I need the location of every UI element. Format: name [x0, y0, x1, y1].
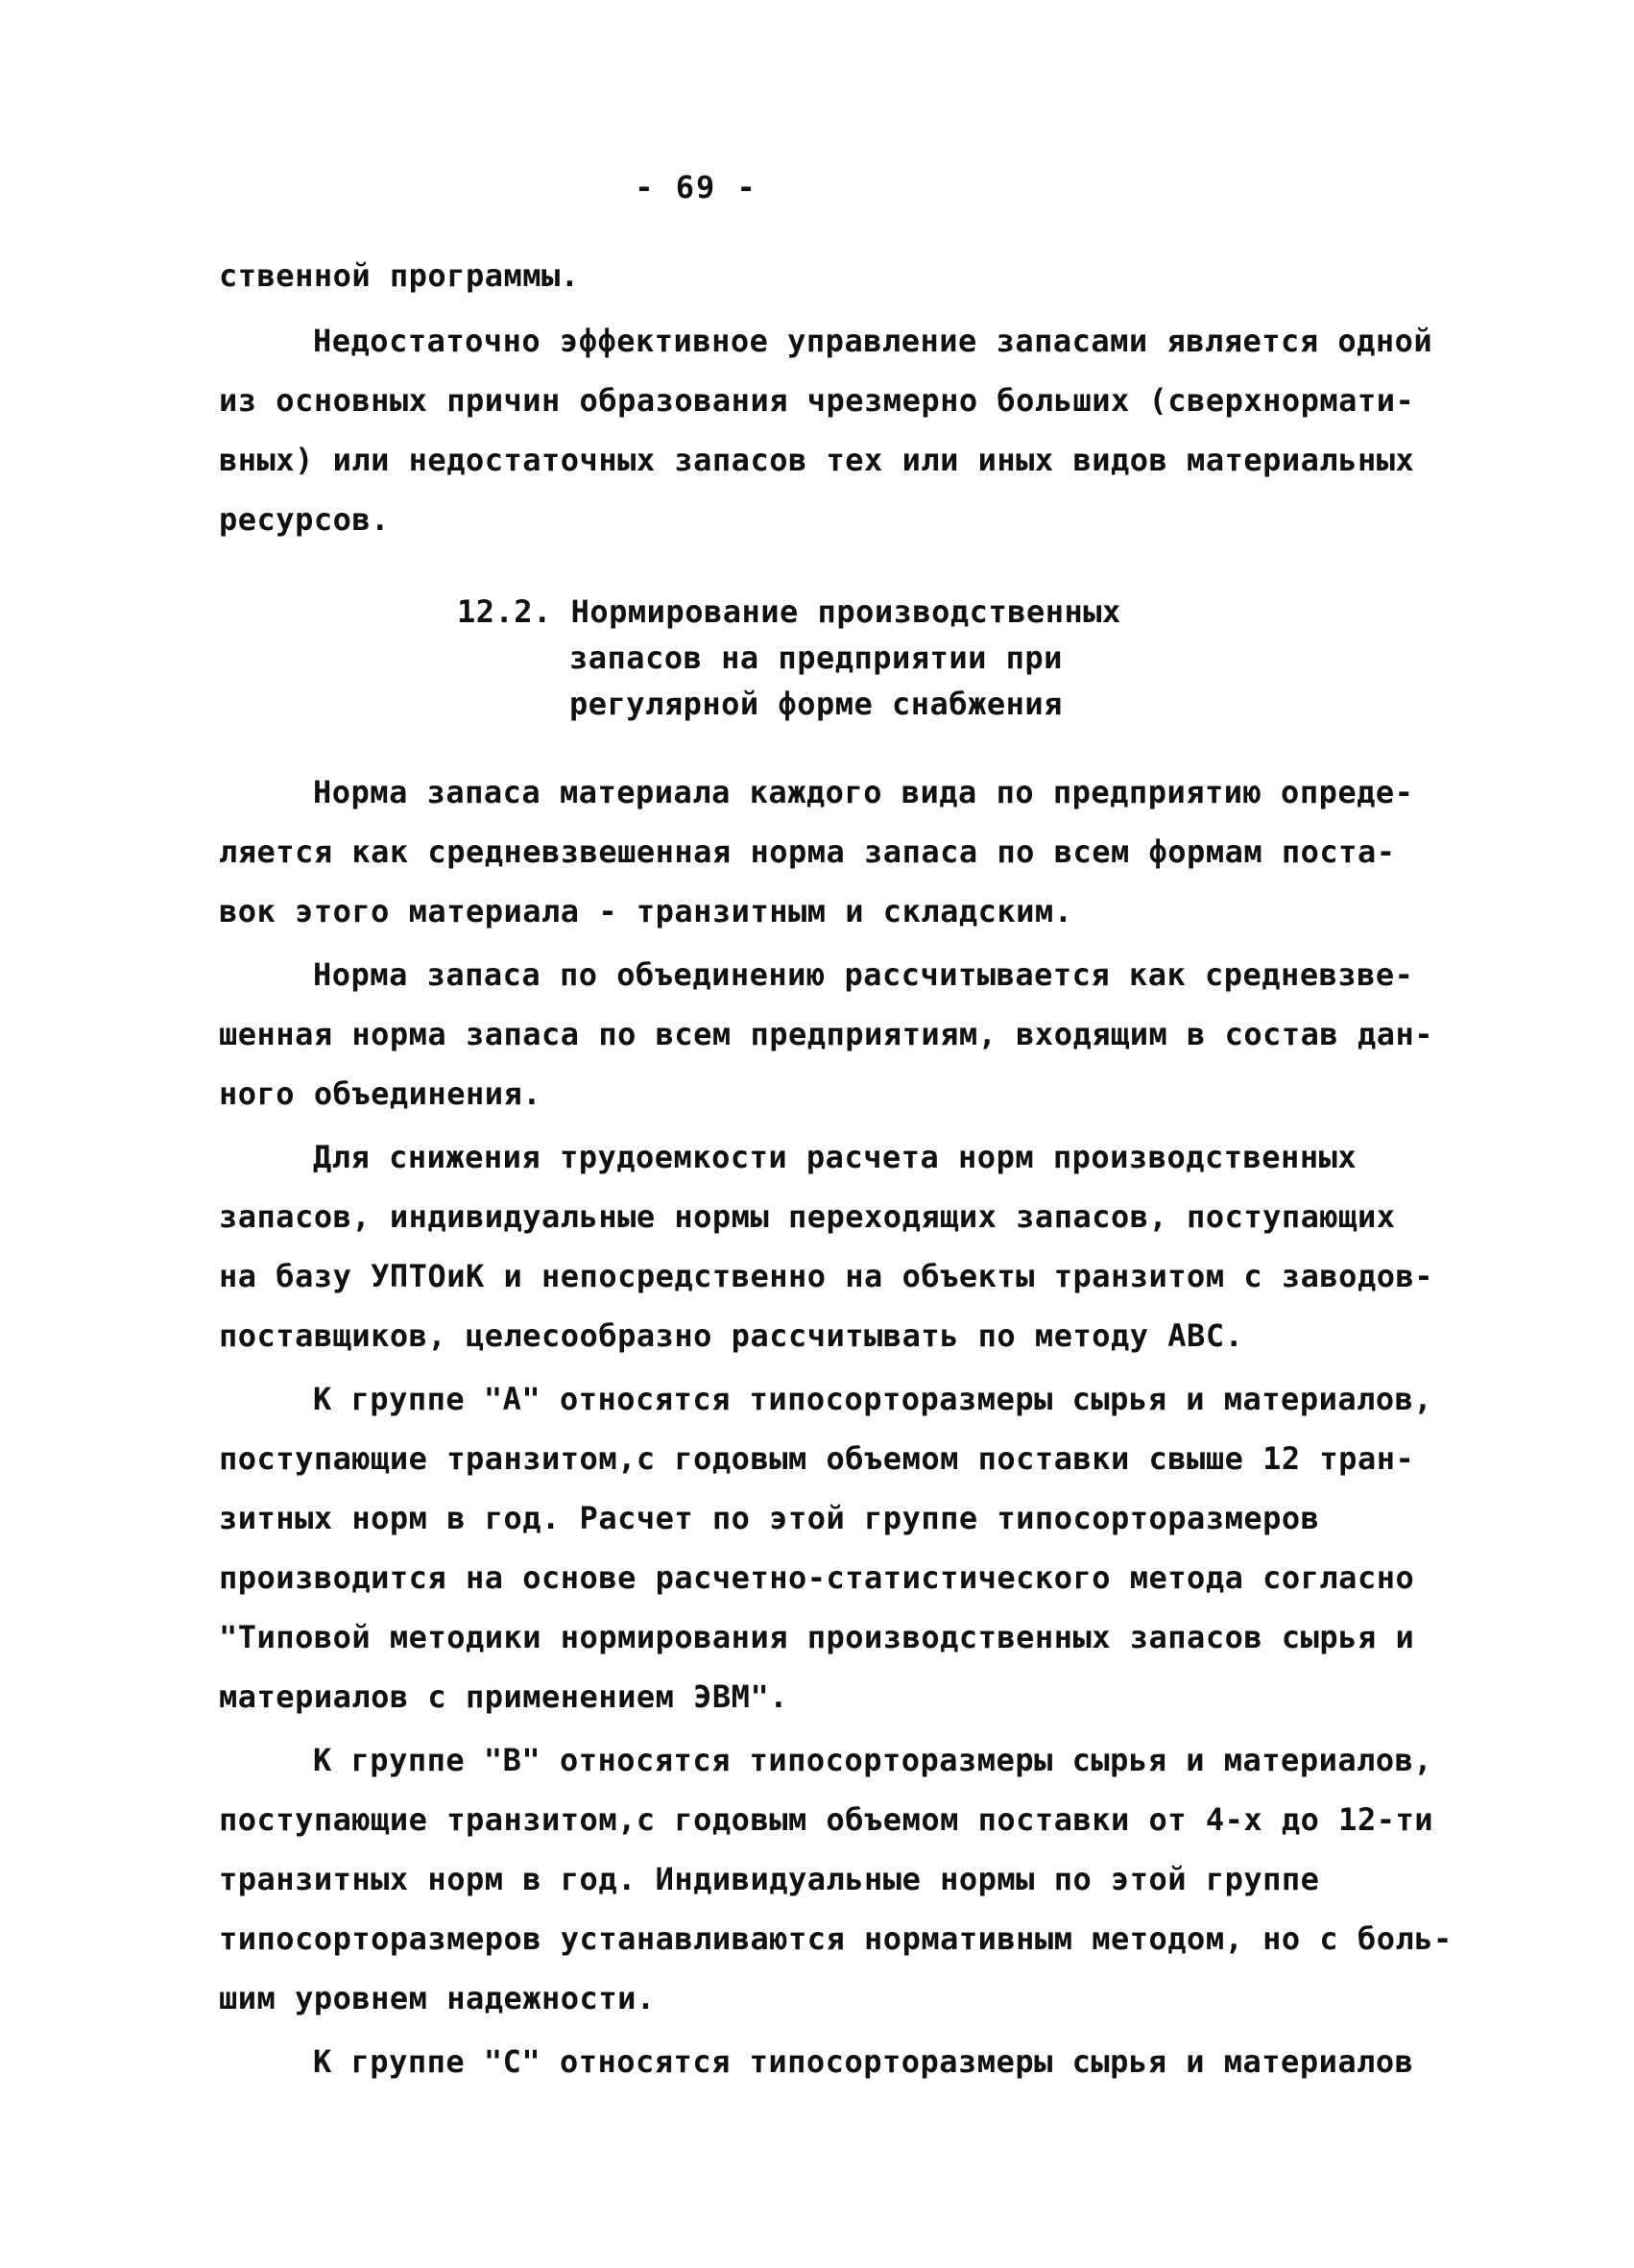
body-line: ресурсов. — [219, 501, 390, 538]
body-line: Норма запаса материала каждого вида по предприятию опреде- — [313, 774, 1414, 810]
body-line: из основных причин образования чрезмерно больших (сверхнормати- — [219, 382, 1415, 419]
body-line: на базу УПТОиК и непосредственно на объекты транзитом с заводов- — [219, 1258, 1433, 1294]
body-line: "Типовой методики нормирования производственных запасов сырья и — [219, 1619, 1415, 1655]
section-heading-line: запасов на предприятии при — [569, 639, 1063, 676]
body-line: вок этого материала - транзитным и складским. — [219, 893, 1073, 929]
body-line: материалов с применением ЭВМ". — [219, 1678, 788, 1715]
body-line: К группе "С" относятся типосорторазмеры сырья и материалов — [313, 2043, 1414, 2080]
section-heading-line: регулярной форме снабжения — [569, 686, 1063, 722]
body-line: ляется как средневзвешенная норма запаса по всем формам поста- — [219, 833, 1396, 870]
body-line: поставщиков, целесообразно рассчитывать по методу ABC. — [219, 1317, 1244, 1354]
body-line: вных) или недостаточных запасов тех или иных видов материальных — [219, 442, 1415, 478]
body-line: Норма запаса по объединению рассчитывается как средневзве- — [313, 956, 1414, 993]
body-line: К группе "А" относятся типосорторазмеры сырья и материалов, — [313, 1381, 1433, 1417]
body-line: шим уровнем надежности. — [219, 1980, 656, 2016]
body-line: К группе "В" относятся типосорторазмеры сырья и материалов, — [313, 1742, 1433, 1778]
body-line: поступающие транзитом,с годовым объемом поставки свыше 12 тран- — [219, 1440, 1415, 1477]
body-line: ного объединения. — [219, 1075, 542, 1112]
body-line: типосорторазмеров устанавливаются нормативным методом, но с боль- — [219, 1920, 1453, 1957]
section-heading-line: 12.2. Нормирование производственных — [457, 593, 1121, 630]
body-line: транзитных норм в год. Индивидуальные нормы по этой группе — [219, 1861, 1320, 1897]
page-number: - 69 - — [635, 169, 757, 205]
body-line: зитных норм в год. Расчет по этой группе типосорторазмеров — [219, 1500, 1320, 1536]
body-line: шенная норма запаса по всем предприятиям, входящим в состав дан- — [219, 1016, 1433, 1052]
body-line: Недостаточно эффективное управление запасами является одной — [313, 323, 1433, 359]
body-line: поступающие транзитом,с годовым объемом поставки от 4-х до 12-ти — [219, 1801, 1433, 1838]
body-line: производится на основе расчетно-статистического метода согласно — [219, 1559, 1415, 1596]
body-line: запасов, индивидуальные нормы переходящих запасов, поступающих — [219, 1198, 1396, 1235]
body-line: ственной программы. — [219, 257, 580, 294]
body-line: Для снижения трудоемкости расчета норм производственных — [313, 1139, 1358, 1175]
